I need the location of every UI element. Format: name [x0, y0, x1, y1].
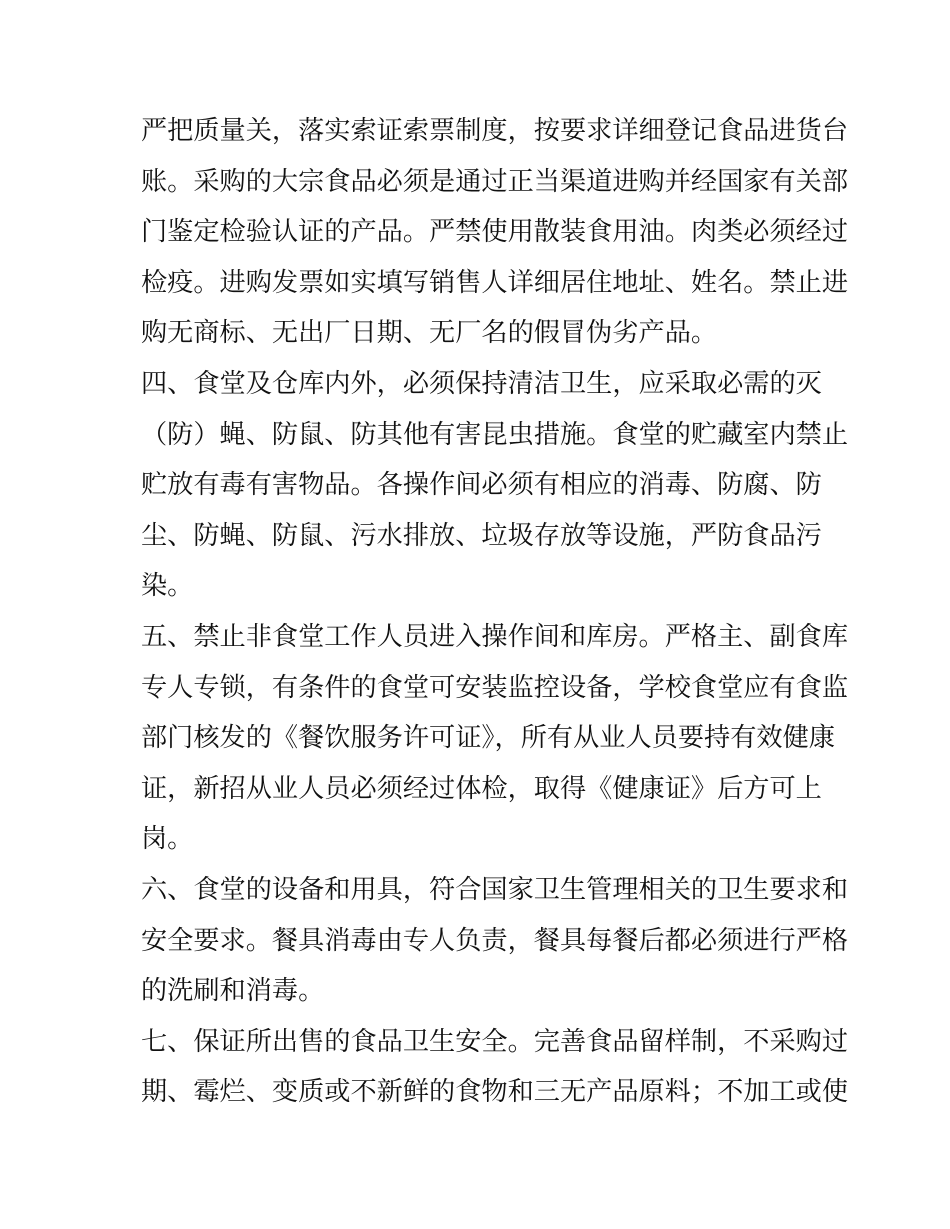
- text-line: 部门核发的《餐饮服务许可证》，所有从业人员要持有效健康: [141, 723, 835, 754]
- text-line: （防）蝇、防鼠、防其他有害昆虫措施。食堂的贮藏室内禁止: [141, 419, 849, 450]
- text-line: 五、禁止非食堂工作人员进入操作间和库房。严格主、副食库: [141, 621, 849, 652]
- text-line: 账。采购的大宗食品必须是通过正当渠道进购并经国家有关部: [141, 166, 849, 197]
- text-line: 岗。: [141, 824, 194, 855]
- text-line: 证，新招从业人员必须经过体检，取得《健康证》后方可上: [141, 773, 822, 804]
- text-line: 专人专锁，有条件的食堂可安装监控设备，学校食堂应有食监: [141, 672, 849, 703]
- text-line: 染。: [141, 571, 194, 602]
- text-line: 期、霉烂、变质或不新鲜的食物和三无产品原料；不加工或使: [141, 1077, 849, 1108]
- text-line: 四、食堂及仓库内外，必须保持清洁卫生，应采取必需的灭: [141, 368, 822, 399]
- text-line: 六、食堂的设备和用具，符合国家卫生管理相关的卫生要求和: [141, 874, 849, 905]
- text-line: 七、保证所出售的食品卫生安全。完善食品留样制，不采购过: [141, 1026, 849, 1057]
- text-line: 的洗刷和消毒。: [141, 976, 325, 1007]
- text-line: 尘、防蝇、防鼠、污水排放、垃圾存放等设施，严防食品污: [141, 520, 822, 551]
- text-line: 门鉴定检验认证的产品。严禁使用散装食用油。肉类必须经过: [141, 217, 849, 248]
- text-line: 严把质量关，落实索证索票制度，按要求详细登记食品进货台: [141, 116, 849, 146]
- text-line: 贮放有毒有害物品。各操作间必须有相应的消毒、防腐、防: [141, 470, 822, 501]
- text-line: 购无商标、无出厂日期、无厂名的假冒伪劣产品。: [141, 318, 718, 349]
- text-line: 安全要求。餐具消毒由专人负责，餐具每餐后都必须进行严格: [141, 925, 849, 956]
- text-line: 检疫。进购发票如实填写销售人详细居住地址、姓名。禁止进: [141, 267, 849, 298]
- document-body: [141, 106, 849, 1118]
